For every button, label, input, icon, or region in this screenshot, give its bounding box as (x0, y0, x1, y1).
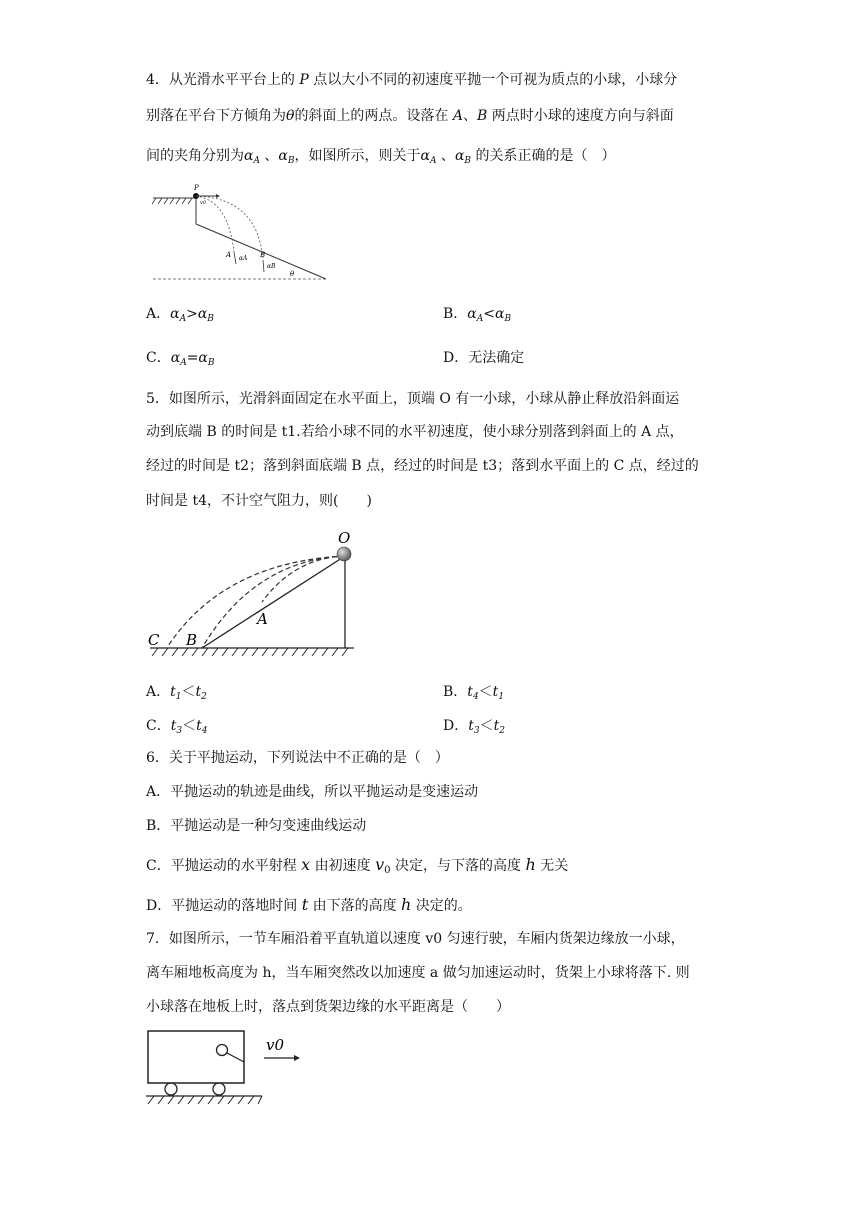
q4-label-alpha-b: αB (267, 263, 276, 270)
q4-figure (150, 180, 335, 282)
q5-label-a: A (257, 610, 268, 628)
q4-label-alpha-a: αA (239, 255, 248, 262)
q5-stem-line4: 时间是 t4，不计空气阻力，则( ) (146, 493, 372, 509)
q4-stem-line1: 4．从光滑水平平台上的 P 点以大小不同的初速度平抛一个可视为质点的小球，小球分 (146, 72, 678, 88)
q6-option-c[interactable]: C．平抛运动的水平射程 x 由初速度 $v_0$ 决定，与下落的高度 h 无关 (146, 855, 569, 876)
q5-option-d[interactable]: D．$t_3<t_2$ (443, 718, 505, 736)
q4-label-p: P (194, 184, 199, 192)
q6-option-b[interactable]: B．平抛运动是一种匀变速曲线运动 (146, 818, 367, 834)
q7-figure (144, 1028, 304, 1108)
q7-stem-line3: 小球落在地板上时，落点到货架边缘的水平距离是（ ） (146, 999, 510, 1015)
q4-label-v0: v0 (200, 200, 207, 206)
q6-option-d[interactable]: D．平抛运动的落地时间 t 由下落的高度 h 决定的。 (146, 895, 472, 914)
q5-option-c[interactable]: C．$t_3<t_4$ (146, 718, 208, 736)
q5-stem-line2: 动到底端 B 的时间是 t1.若给小球不同的水平初速度，使小球分别落到斜面上的 A 点， (146, 424, 684, 440)
q6-option-a[interactable]: A．平抛运动的轨迹是曲线，所以平抛运动是变速运动 (146, 784, 479, 800)
q7-stem-line1: 7．如图所示，一节车厢沿着平直轨道以速度 v0 匀速行驶，车厢内货架边缘放一小球， (146, 931, 685, 947)
q4-option-b[interactable]: B．$\alpha_A<\alpha_B$ (443, 306, 512, 324)
q5-stem-line3: 经过的时间是 t2；落到斜面底端 B 点，经过的时间是 t3；落到水平面上的 C 点，经过的 (146, 458, 699, 474)
q5-label-b: B (186, 631, 198, 649)
q5-stem-line1: 5．如图所示，光滑斜面固定在水平面上，顶端 O 有一小球，小球从静止释放沿斜面运 (146, 391, 680, 407)
q5-option-b[interactable]: B．$t_4<t_1$ (443, 684, 505, 702)
q4-option-d[interactable]: D．无法确定 (443, 350, 525, 366)
q7-label-v0: v0 (266, 1036, 285, 1054)
q4-label-b: B (260, 251, 266, 259)
q5-label-o: O (338, 529, 351, 547)
q6-stem: 6．关于平抛运动，下列说法中不正确的是（ ） (146, 750, 449, 766)
q4-stem-line2: 别落在平台下方倾角为θ的斜面上的两点。设落在 A、B 两点时小球的速度方向与斜面 (146, 108, 674, 124)
q5-figure (144, 528, 360, 662)
q4-option-a[interactable]: A．$\alpha_A>\alpha_B$ (146, 306, 214, 324)
q5-label-c: C (148, 631, 160, 649)
q5-option-a[interactable]: A．$t_1<t_2$ (146, 684, 207, 702)
q4-label-a: A (226, 251, 232, 259)
q4-option-c[interactable]: C．$\alpha_A=\alpha_B$ (146, 350, 215, 368)
q4-label-theta: θ (290, 270, 295, 278)
q4-stem-line3: 间的夹角分别为$\alpha_A$ 、$\alpha_B$，如图所示，则关于$\alpha_A$ 、$\alpha_B$ 的关系正确的是（ ） (146, 148, 616, 166)
q7-stem-line2: 离车厢地板高度为 h，当车厢突然改以加速度 a 做匀加速运动时，货架上小球将落下. 则 (146, 965, 690, 981)
